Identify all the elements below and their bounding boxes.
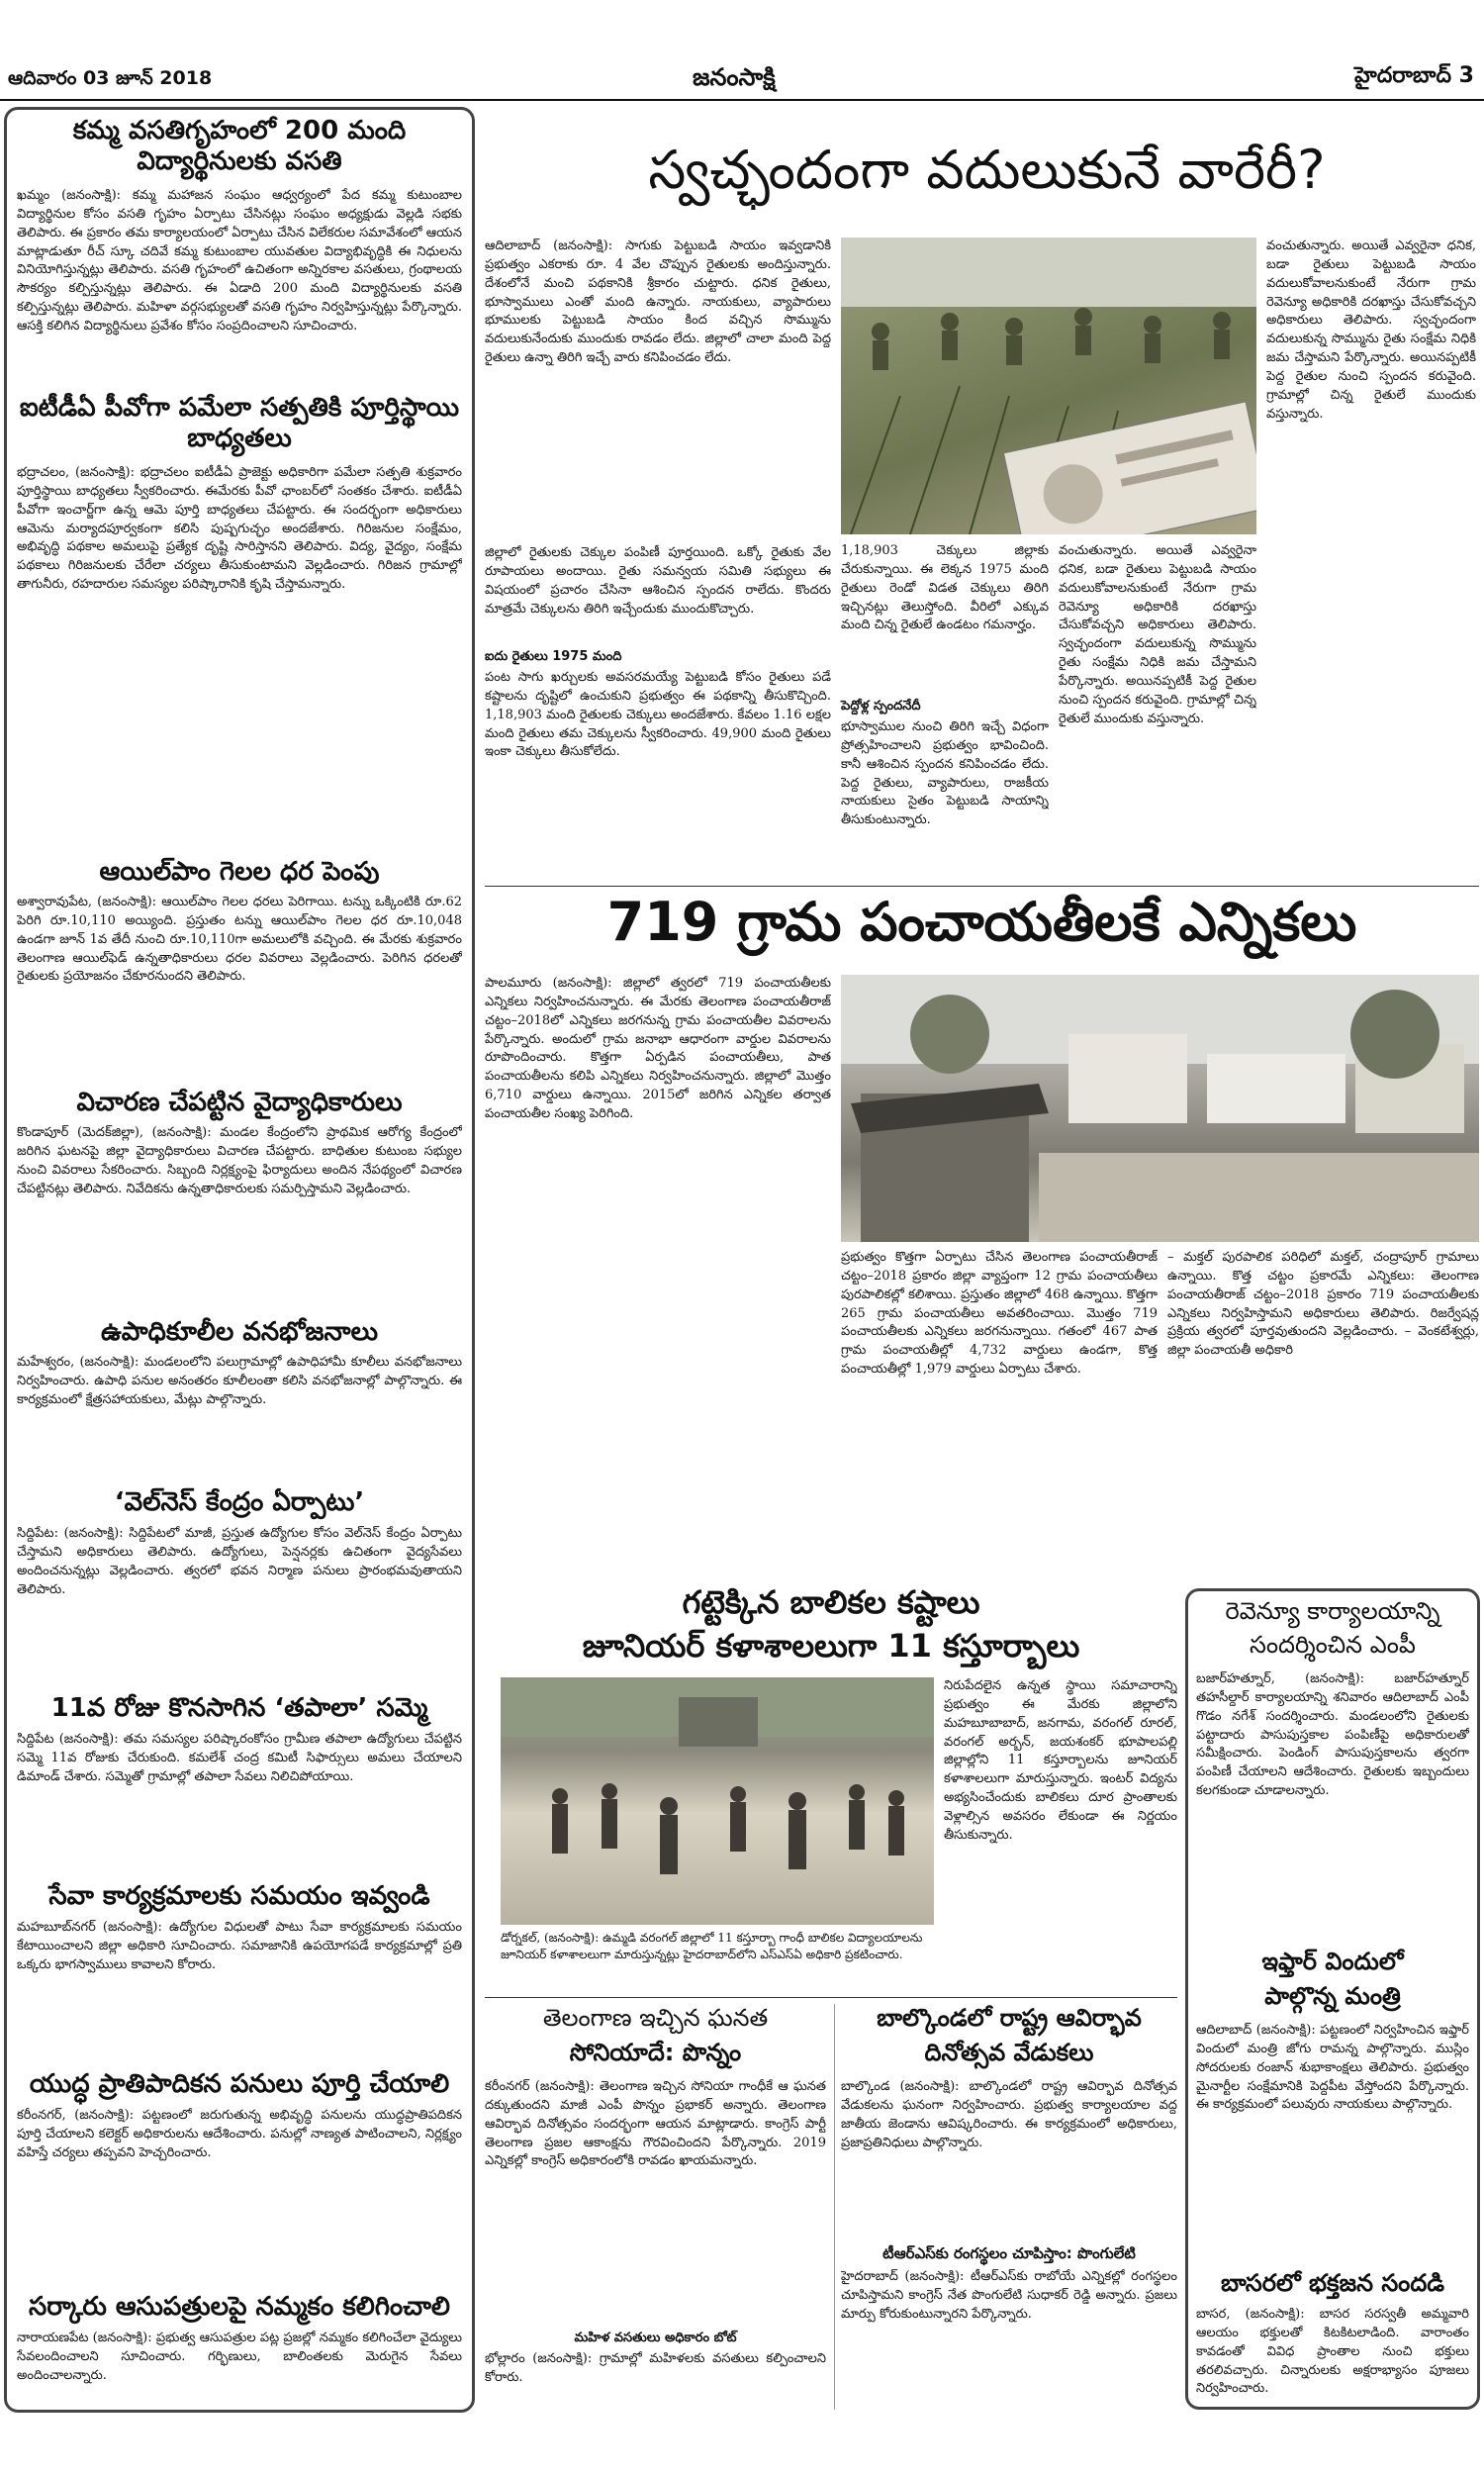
- section-divider: [485, 886, 1479, 887]
- panchayat-story-text: పాలమూరు (జనంసాక్షి): జిల్లాలో త్వరలో 719 పంచాయతీలకు ఎన్నికలు నిర్వహించనున్నారు. ఈ మేరకు తెలంగాణ పంచాయతీరాజ్ చట్టం–2018లో ఎన్నికలు జరగనున్న గ్రామ పంచాయతీల వివరాలను పేర్కొన్నారు. అందులో గ్రామ జనాభా ఆధారంగా వార్డుల వివరాలను రూపొందించారు. కొత్తగా ఏర్పడిన పంచాయతీలు, పాత పంచాయతీలను కలిపి ఎన్నికలు నిర్వహించనున్నారు. జిల్లాలో మొత్తం 6,710 వార్డులు ఉన్నాయి. 2015లో జరిగిన ఎన్నికల తర్వాత పంచాయతీల సంఖ్య పెరిగింది.: [485, 976, 831, 1121]
- story-title-line1: తెలంగాణ ఇచ్చిన ఘనత: [542, 2004, 769, 2032]
- story-title-line2: దినోత్సవ వేడుకలు: [924, 2039, 1094, 2066]
- story-body: మహబూబ్‌నగర్ (జనంసాక్షి): ఉద్యోగుల విధులతో పాటు సేవా కార్యక్రమాలకు సమయం కేటాయించాలని జిల్లా అధికారి సూచించారు. సమాజానికి ఉపయోగపడే కార్యక్రమాల్లో ప్రతి ఒక్కరు భాగస్వాములు కావాలని కోరారు.: [17, 1920, 462, 1972]
- story-title-line1: ఇఫ్తార్ విందులో: [1261, 1948, 1404, 1975]
- paddy-field-photo: [841, 238, 1256, 534]
- story-body: ఖమ్మం (జనంసాక్షి): కమ్మ మహాజన సంఘం ఆధ్వర్యంలో పేద కమ్మ కుటుంబాల విద్యార్థినుల కోసం వసతి గృహం ఏర్పాటు చేసినట్లు సంఘం అధ్యక్షుడు వెల్లడి సభకు తెలిపారు. ఈ ప్రకారం తమ కార్యాలయంలో ఏర్పాటు చేసిన విలేకరుల సమావేశంలో ఆయన మాట్లాడుతూ రీచ్ స్కూ చదివే కమ్మ కుటుంబాల యువతుల విద్యాభివృద్ధికి ఈ నిధులను వినియోగిస్తున్నట్లు తెలిపారు. వసతి గృహంలో ఉచితంగా అన్నిరకాల వసతులు, గ్రంథాలయ సౌకర్యం కల్పిస్తున్నట్లు తెలిపారు. ఈ ఏడాది 200 మంది విద్యార్థినులకు వసతి కల్పిస్తున్నట్లు తెలిపారు. మహిళా వర్గసభ్యులతో వసతి గృహం నిర్వహిస్తున్నట్లు పేర్కొన్నారు. ఆసక్తి కలిగిన విద్యార్థినులు ప్రవేశం కోసం సంప్రదించాలని సూచించారు.: [17, 188, 462, 333]
- lead-story-text: పంట సాగు ఖర్చులకు అవసరమయ్యే పెట్టుబడి కోసం రైతులు పడే కష్టాలను దృష్టిలో ఉంచుకుని ప్రభుత్వం ఈ పథకాన్ని తీసుకొచ్చింది. 1,18,903 మంది రైతులకు చెక్కులు అందజేశారు. కేవలం 1.16 లక్షల మంది రైతులు తమ చెక్కులను స్వీకరించారు. 49,900 మంది రైతులు ఇంకా చెక్కులు తీసుకోలేదు.: [485, 670, 831, 760]
- story-body: బజార్‌హత్నూర్, (జనంసాక్షి): బజార్‌హత్నూర్ తహసీల్దార్ కార్యాలయాన్ని శనివారం ఆదిలాబాద్ ఎంపీ గొడం నగేశ్ సందర్శించారు. మండలంలోని రైతులకు పట్టాదారు పాసుపుస్తకాల పంపిణీపై అధికారులతో సమీక్షించారు. పెండింగ్ పాసుపుస్తకాలను త్వరగా పంపిణీ చేయాలని ఆదేశించారు. రైతులకు ఇబ్బందులు కలగకుండా చూడాలన్నారు.: [1196, 1671, 1469, 1799]
- story-title: కమ్మ వసతిగృహంలో 200 మంది విద్యార్థినులకు వసతి: [72, 116, 407, 177]
- story-title: ‘వెల్‌నెస్ కేంద్రం ఏర్పాటు’: [114, 1487, 365, 1517]
- story-title-line1: బాల్కొండలో రాష్ట్ర ఆవిర్భావ: [877, 2004, 1142, 2032]
- lead-story-text: వంచుతున్నారు. అయితే ఎవ్వరైనా ధనిక, బడా రైతులు పెట్టుబడి సాయం వదులుకోవాలనుకుంటే నేరుగా గ్రామ రెవెన్యూ అధికారికి దరఖాస్తు చేసుకోవచ్చని అధికారులు తెలిపారు. స్వచ్ఛందంగా వదులుకున్న సొమ్మును రైతు సంక్షేమ నిధికి జమ చేస్తామని పేర్కొన్నారు. అయినప్పటికీ పెద్ద రైతుల నుంచి స్పందన కరువైంది. గ్రామాల్లో చిన్న రైతులే ముందుకు వస్తున్నారు.: [1059, 543, 1256, 726]
- lead-story-text: 1,18,903 చెక్కులు జిల్లాకు చేరుకున్నాయి. ఈ లెక్కన 1975 మంది రైతులు రెండో విడత చెక్కులు తిరిగి ఇచ్చినట్లు తెలుస్తోంది. వీరిలో ఎక్కువ మంది చిన్న రైతులే ఉండటం గమనార్హం.: [841, 543, 1049, 633]
- lead-story-text: ఆదిలాబాద్ (జనంసాక్షి): సాగుకు పెట్టుబడి సాయం ఇవ్వడానికి ప్రభుత్వం ఎకరాకు రూ. 4 వేల చొప్పున రైతులకు అందిస్తున్నారు. దేశంలోనే మంచి పథకానికి శ్రీకారం చుట్టారు. ధనిక రైతులు, భూస్వాములు ఎంతో మంది ఉన్నారు. నాయకులు, వ్యాపారులు భూములకు పెట్టుబడి సాయం కింద వచ్చిన సొమ్మును వదులుకునేందుకు ముందుకు రావడం లేదు. జిల్లాలో చాలా మంది పెద్ద రైతులు ఉన్నా తిరిగి ఇచ్చే వారు కనిపించడం లేదు.: [485, 238, 831, 366]
- panchayat-story-text: ప్రభుత్వం కొత్తగా ఏర్పాటు చేసిన తెలంగాణ పంచాయతీరాజ్ చట్టం–2018 ప్రకారం జిల్లా వ్యాప్తంగా 12 గ్రామ పంచాయతీలు పురపాలికల్లో కలిశాయి. ప్రస్తుతం జిల్లాలో 468 ఉన్నాయి. కొత్తగా 265 గ్రామ పంచాయతీలు అవతరించాయి. మొత్తం 719 పంచాయతీలకు ఎన్నికలు జరగనున్నాయి. గతంలో 467 పాత గ్రామ పంచాయతీల్లో 4,732 వార్డులు ఉండగా, కొత్త పంచాయతీల్లో 1,979 వార్డులు ఏర్పాటు చేశారు.: [841, 1250, 1158, 1378]
- story-title: విచారణ చేపట్టిన వైద్యాధికారులు: [76, 1088, 403, 1117]
- story-title: సర్కారు ఆసుపత్రులపై నమ్మకం కలిగించాలి: [29, 2292, 450, 2322]
- lead-story-text: జిల్లాలో రైతులకు చెక్కుల పంపిణీ పూర్తయింది. ఒక్కో రైతుకు వేల రూపాయలు అందాయి. రైతు సమన్వయ సమితి సభ్యులు ఈ విషయంలో ప్రచారం చేసినా ఆశించిన స్పందన రాలేదు. కొందరు మాత్రమే చెక్కులను తిరిగి ఇచ్చేందుకు ముందుకొచ్చారు.: [485, 545, 831, 617]
- story-body: కరీంనగర్ (జనంసాక్షి): తెలంగాణ ఇచ్చిన సోనియా గాంధీకే ఆ ఘనత దక్కుతుందని మాజీ ఎంపీ పొన్నం ప్రభాకర్ అన్నారు. తెలంగాణ ఆవిర్భావ దినోత్సవం సందర్భంగా ఆయన మాట్లాడారు. కాంగ్రెస్ పార్టీ తెలంగాణ ప్రజల ఆకాంక్షను గౌరవించిందని పేర్కొన్నారు. 2019 ఎన్నికల్లో కాంగ్రెస్ అధికారంలోకి రావడం ఖాయమన్నారు.: [485, 2079, 826, 2169]
- page-city-number: హైదరాబాద్ 3: [1354, 63, 1474, 88]
- story-title: 11వ రోజు కొనసాగిన ‘తపాలా’ సమ్మె: [50, 1693, 428, 1723]
- story-title-line2: సందర్శించిన ఎంపీ: [1250, 1631, 1416, 1659]
- story-title: సేవా కార్యక్రమాలకు సమయం ఇవ్వండి: [48, 1881, 430, 1911]
- lead-headline: స్వచ్ఛందంగా వదులుకునే వారేరీ?: [648, 139, 1326, 201]
- story-title: ఆయిల్‌పాం గెలల ధర పెంపు: [99, 857, 380, 887]
- kasturba-story-text: నిరుపేదలైన ఉన్నత స్థాయి సమాచారాన్ని ప్రభుత్వం ఈ మేరకు జిల్లాలోని మహబూబాబాద్, జనగామ, వరంగల్ రూరల్, వరంగల్ అర్బన్, జయశంకర్ భూపాలపల్లి జిల్లాల్లోని 11 కస్తూర్బాలను జూనియర్ కళాశాలలుగా మారుస్తున్నారు. ఇంటర్ విద్యను అభ్యసించేందుకు బాలికలు దూర ప్రాంతాలకు వెళ్లాల్సిన అవసరం లేకుండా ఈ నిర్ణయం తీసుకున్నారు.: [944, 1678, 1177, 1843]
- story-body: మహేశ్వరం, (జనంసాక్షి): మండలంలోని పలుగ్రామాల్లో ఉపాధిహామీ కూలీలు వనభోజనాలు నిర్వహించారు. ఉపాధి పనుల అనంతరం కూలీలంతా కలిసి వనభోజనాల్లో పాల్గొన్నారు. ఈ కార్యక్రమంలో క్షేత్రసహాయకులు, మేట్లు పాల్గొన్నారు.: [17, 1355, 462, 1407]
- story-body: ఆదిలాబాద్ (జనంసాక్షి): పట్టణంలో నిర్వహించిన ఇఫ్తార్ విందులో మంత్రి జోగు రామన్న పాల్గొన్నారు. ముస్లిం సోదరులకు రంజాన్ శుభాకాంక్షలు తెలిపారు. ప్రభుత్వం మైనార్టీల సంక్షేమానికి పెద్దపీట వేస్తోందని పేర్కొన్నారు. ఈ కార్యక్రమంలో పలువురు నాయకులు పాల్గొన్నారు.: [1196, 2023, 1469, 2113]
- story-body: సిద్దిపేట (జనంసాక్షి): తమ సమస్యల పరిష్కారంకోసం గ్రామీణ తపాలా ఉద్యోగులు చేపట్టిన సమ్మె 11వ రోజుకు చేరుకుంది. కమలేశ్ చంద్ర కమిటీ సిఫార్సులు అమలు చేయాలని డిమాండ్ చేశారు. సమ్మెతో గ్రామాల్లో తపాలా సేవలు నిలిచిపోయాయి.: [17, 1732, 462, 1784]
- page-header: [0, 0, 1484, 109]
- story-body: బాసర, (జనంసాక్షి): బాసర సరస్వతీ అమ్మవారి ఆలయం భక్తులతో కిటకిటలాడింది. వారాంతం కావడంతో వివిధ ప్రాంతాల నుంచి భక్తులు తరలివచ్చారు. చిన్నారులకు అక్షరాభ్యాసం పూజలు నిర్వహించారు.: [1196, 2307, 1469, 2397]
- story-body: నారాయణపేట (జనంసాక్షి): ప్రభుత్వ ఆసుపత్రుల పట్ల ప్రజల్లో నమ్మకం కలిగించేలా వైద్యులు సేవలందించాలని సూచించారు. గర్భిణులు, బాలింతలకు మెరుగైన సేవలు అందించాలన్నారు.: [17, 2331, 462, 2383]
- story-title-line2: సోనియాదే: పొన్నం: [569, 2039, 742, 2066]
- masthead-logo: జనంసాక్షి: [693, 63, 776, 91]
- issue-date: ఆదివారం 03 జూన్ 2018: [8, 67, 213, 89]
- paddy-field-illustration: [841, 238, 1256, 534]
- kasturba-headline-line1: గట్టెక్కిన బాలికల కష్టాలు: [682, 1583, 980, 1621]
- story-title: బాసరలో భక్తజన సందడి: [1220, 2269, 1445, 2297]
- story-body: బాల్కొండ (జనంసాక్షి): బాల్కొండలో రాష్ట్ర ఆవిర్భావ దినోత్సవ వేడుకలను ఘనంగా నిర్వహించారు. ప్రభుత్వ కార్యాలయాల వద్ద జాతీయ జెండాను ఆవిష్కరించారు. ఈ కార్యక్రమంలో అధికారులు, ప్రజాప్రతినిధులు పాల్గొన్నారు.: [841, 2079, 1177, 2150]
- story-subhead: టీఆర్ఎస్‌కు రంగస్థలం చూపిస్తాం: పొంగులేటి: [882, 2244, 1136, 2262]
- story-body: సిద్దిపేట: (జనంసాక్షి): సిద్దిపేటలో మాజీ, ప్రస్తుత ఉద్యోగుల కోసం వెల్‌నెస్ కేంద్రం ఏర్పాటు చేస్తామని అధికారులు తెలిపారు. ఉద్యోగులు, పెన్షనర్లకు ఉచితంగా వైద్యసేవలు అందించనున్నట్లు వెల్లడించారు. త్వరలో భవన నిర్మాణ పనులు ప్రారంభమవుతాయని తెలిపారు.: [17, 1526, 462, 1597]
- story-title-line1: రెవెన్యూ కార్యాలయాన్ని: [1225, 1597, 1440, 1625]
- story-body: కరీంనగర్, (జనంసాక్షి): పట్టణంలో జరుగుతున్న అభివృద్ధి పనులను యుద్ధప్రాతిపదికన పూర్తి చేయాలని కలెక్టర్ అధికారులను ఆదేశించారు. పనుల్లో నాణ్యత పాటించాలని, నిర్లక్ష్యం వహిస్తే చర్యలు తప్పవని హెచ్చరించారు.: [17, 2108, 462, 2160]
- village-photo: [841, 975, 1479, 1242]
- kasturba-caption: డోర్నకల్, (జనంసాక్షి): ఉమ్మడి వరంగల్ జిల్లాలో 11 కస్తూర్బా గాంధీ బాలికల విద్యాలయాలను జూనియర్ కళాశాలలుగా మారుస్తున్నట్లు హైదరాబాద్‌లోని ఎస్ఎస్ఏ అధికారి ప్రకటించారు.: [501, 1931, 923, 1961]
- panchayat-story-text: – మక్తల్ పురపాలిక పరిధిలో మక్తల్, చంద్రాపూర్ గ్రామాలు ఉన్నాయి. కొత్త చట్టం ప్రకారమే ఎన్నికలు: తెలంగాణ పంచాయతీరాజ్ చట్టం–2018 ప్రకారం 719 పంచాయతీలకు ఎన్నికలు నిర్వహిస్తామని అధికారులు తెలిపారు. రిజర్వేషన్ల ప్రక్రియ త్వరలో పూర్తవుతుందని వెల్లడించారు. – వెంకటేశ్వర్లు, జిల్లా పంచాయతీ అధికారి: [1167, 1250, 1479, 1359]
- story-body: అశ్వారావుపేట, (జనంసాక్షి): ఆయిల్‌పాం గెలల ధరలు పెరిగాయి. టన్ను ఒక్కింటికి రూ.62 పెరిగి రూ.10,110 అయ్యింది. ప్రస్తుతం టన్ను ఆయిల్‌పాం గెలల ధర రూ.10,048 ఉండగా జూన్ 1వ తేదీ నుంచి రూ.10,110గా అమలులోకి వచ్చింది. ఈ మేరకు శుక్రవారం తెలంగాణ ఆయిల్‌ఫెడ్ ఉన్నతాధికారులు ధరల వివరాలు వెల్లడించారు. పెరిగిన ధరలతో రైతులకు ప్రయోజనం చేకూరనుందని తెలిపారు.: [17, 895, 462, 985]
- story-body: హైదరాబాద్ (జనంసాక్షి): టీఆర్ఎస్‌కు రాబోయే ఎన్నికల్లో రంగస్థలం చూపిస్తామని కాంగ్రెస్ నేత పొంగులేటి సుధాకర్ రెడ్డి అన్నారు. ప్రజలు మార్పు కోరుకుంటున్నారని పేర్కొన్నారు.: [841, 2269, 1177, 2322]
- header-rule: [0, 99, 1484, 101]
- right-news-box: [1185, 1588, 1480, 2410]
- story-title-line2: పాల్గొన్న మంత్రి: [1264, 1982, 1401, 2010]
- story-body: భద్రాచలం, (జనంసాక్షి): భద్రాచలం ఐటీడీఏ ప్రాజెక్టు అధికారిగా పమేలా సత్పతి శుక్రవారం పూర్తిస్థాయి బాధ్యతలు స్వీకరించారు. ఈమేరకు పీవో ఛాంబర్‌లో సంతకం చేశారు. ఐటీడీఏ పీవోగా ఇంచార్జ్‌గా ఉన్న ఆమె పూర్తి బాధ్యతలు చేపట్టారు. ఈ సందర్భంగా అధికారులు ఆమెను మర్యాదపూర్వకంగా కలిసి పుష్పగుచ్ఛం అందజేశారు. గిరిజనుల సంక్షేమం, అభివృద్ధి పథకాల అమలుపై ప్రత్యేక దృష్టి సారిస్తానని తెలిపారు. విద్య, వైద్యం, సంక్షేమ పథకాలు గిరిజనులకు చేరేలా చర్యలు తీసుకుంటామని వెల్లడించారు. గిరిజన గ్రామాల్లో తాగునీరు, రహదారుల సమస్యల పరిష్కారానికి కృషి చేస్తామన్నారు.: [17, 465, 462, 593]
- village-illustration: [841, 975, 1479, 1242]
- students-assembly-photo: [501, 1677, 934, 1925]
- lead-subhead: పెద్దోళ్ల స్పందనేదీ: [841, 699, 921, 714]
- column-divider: [834, 2004, 835, 2410]
- panchayat-headline: 719 గ్రామ పంచాయతీలకే ఎన్నికలు: [606, 891, 1357, 953]
- students-illustration: [501, 1677, 934, 1925]
- lead-story-text: వంచుతున్నారు. అయితే ఎవ్వరైనా ధనిక, బడా రైతులు పెట్టుబడి సాయం వదులుకోవాలనుకుంటే నేరుగా గ్రామ రెవెన్యూ అధికారికి దరఖాస్తు చేసుకోవచ్చని అధికారులు తెలిపారు. స్వచ్ఛందంగా వదులుకున్న సొమ్మును రైతు సంక్షేమ నిధికి జమ చేస్తామని పేర్కొన్నారు. అయినప్పటికీ పెద్ద రైతుల నుంచి స్పందన కరువైంది. గ్రామాల్లో చిన్న రైతులే ముందుకు వస్తున్నారు.: [1266, 238, 1476, 422]
- left-news-column: [4, 107, 475, 2413]
- story-body: భోల్లారం (జనంసాక్షి): గ్రామాల్లో మహిళలకు వసతులు కల్పించాలని కోరారు.: [485, 2351, 826, 2385]
- section-divider: [485, 1997, 1177, 1998]
- story-body: కొండాపూర్ (మెదక్‌జిల్లా), (జనంసాక్షి): మండల కేంద్రంలోని ప్రాథమిక ఆరోగ్య కేంద్రంలో జరిగిన ఘటనపై జిల్లా వైద్యాధికారులు విచారణ చేపట్టారు. బాధితుల కుటుంబ సభ్యుల నుంచి వివరాలు సేకరించారు. సిబ్బంది నిర్లక్ష్యంపై ఫిర్యాదులు అందిన నేపథ్యంలో విచారణ చేపట్టినట్లు తెలిపారు. నివేదికను ఉన్నతాధికారులకు సమర్పిస్తామని వెల్లడించారు.: [17, 1125, 462, 1196]
- story-title: ఉపాధికూలీల వనభోజనాలు: [101, 1317, 378, 1347]
- lead-subhead: ఐదు రైతులు 1975 మంది: [485, 649, 622, 664]
- story-title: ఐటీడీఏ పీవోగా పమేలా సత్పతికి పూర్తిస్థాయి బాధ్యతలు: [19, 393, 460, 454]
- kasturba-headline-line2: జూనియర్ కళాశాలలుగా 11 కస్తూర్బాలు: [582, 1627, 1080, 1665]
- story-subhead: మహిళ వసతులు అధికారం బోట్: [574, 2331, 737, 2345]
- lead-story-text: భూస్వాముల నుంచి తిరిగి ఇచ్చే విధంగా ప్రోత్సహించాలని ప్రభుత్వం భావించింది. కానీ ఆశించిన స్పందన కనిపించడం లేదు. పెద్ద రైతులు, వ్యాపారులు, రాజకీయ నాయకులు సైతం పెట్టుబడి సాయాన్ని తీసుకుంటున్నారు.: [841, 719, 1049, 828]
- story-title: యుద్ధ ప్రాతిపాదికన పనులు పూర్తి చేయాలి: [29, 2069, 450, 2099]
